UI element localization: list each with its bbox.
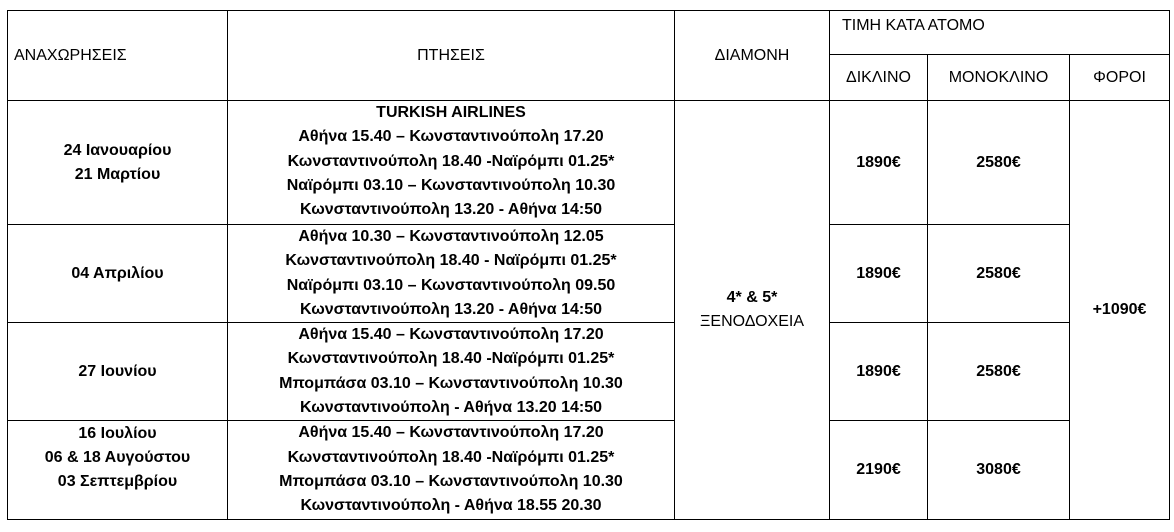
departure-date: 16 Ιουλίου (78, 425, 157, 443)
header-accommodation: ΔΙΑΜΟΝΗ (675, 11, 830, 101)
hotel-type: ΞΕΝΟΔΟΧΕΙΑ (700, 313, 804, 331)
departure-date: 06 & 18 Αυγούστου (44, 449, 191, 467)
departure-dates (8, 101, 228, 225)
flight-schedule (228, 421, 675, 520)
header-double: ΔΙΚΛΙΝΟ (830, 55, 928, 101)
flight-line: Αθήνα 15.40 – Κωνσταντινούπολη 17.20 (298, 128, 604, 146)
header-flights: ΠΤΗΣΕΙΣ (228, 11, 675, 101)
flight-schedule (228, 101, 675, 225)
tour-price-table (7, 10, 1170, 520)
hotel-stars: 4* & 5* (726, 289, 778, 307)
flight-line: Αθήνα 15.40 – Κωνσταντινούπολη 17.20 (298, 424, 604, 442)
flight-line: Κωνσταντινούπολη 18.40 -Ναϊρόμπι 01.25* (287, 350, 615, 368)
flight-line: Μπομπάσα 03.10 – Κωνσταντινούπολη 10.30 (279, 374, 623, 392)
departure-date: 04 Απριλίου (71, 264, 164, 282)
double-price: 1890€ (830, 323, 928, 421)
departure-date: 24 Ιανουαρίου (63, 141, 172, 159)
single-price: 3080€ (928, 421, 1070, 520)
departure-dates (8, 225, 228, 323)
flight-line: Ναϊρόμπι 03.10 – Κωνσταντινούπολη 09.50 (286, 276, 616, 294)
flight-schedule (228, 225, 675, 323)
flight-line: Κωνσταντινούπολη - Αθήνα 13.20 14:50 (300, 399, 602, 417)
flight-line: Κωνσταντινούπολη 18.40 -Ναϊρόμπι 01.25* (287, 448, 615, 466)
double-price: 2190€ (830, 421, 928, 520)
flight-line: Κωνσταντινούπολη 18.40 - Ναϊρόμπι 01.25* (285, 252, 617, 270)
double-price: 1890€ (830, 101, 928, 225)
header-price-per-person: ΤΙΜΗ ΚΑΤΑ ΑΤΟΜΟ (830, 11, 1170, 55)
double-price: 1890€ (830, 225, 928, 323)
accommodation-cell (675, 101, 830, 520)
departure-date: 27 Ιουνίου (78, 362, 157, 380)
flight-schedule (228, 323, 675, 421)
flight-line: Ναϊρόμπι 03.10 – Κωνσταντινούπολη 10.30 (286, 176, 616, 194)
flight-line: Κωνσταντινούπολη 13.20 - Αθήνα 14:50 (300, 300, 602, 318)
flight-line: Μπομπάσα 03.10 – Κωνσταντινούπολη 10.30 (279, 472, 623, 490)
airline-name: TURKISH AIRLINES (376, 104, 526, 121)
flight-line: Αθήνα 10.30 – Κωνσταντινούπολη 12.05 (298, 228, 604, 245)
flight-line: Κωνσταντινούπολη 13.20 - Αθήνα 14:50 (300, 201, 602, 219)
flight-line: Αθήνα 15.40 – Κωνσταντινούπολη 17.20 (298, 326, 604, 344)
departure-dates (8, 421, 228, 520)
flight-line: Κωνσταντινούπολη 18.40 -Ναϊρόμπι 01.25* (287, 152, 615, 170)
departure-date: 03 Σεπτεμβρίου (57, 473, 178, 491)
departure-date: 21 Μαρτίου (74, 165, 161, 183)
header-departures: ΑΝΑΧΩΡΗΣΕΙΣ (8, 11, 228, 101)
single-price: 2580€ (928, 101, 1070, 225)
departure-dates (8, 323, 228, 421)
header-taxes: ΦΟΡΟΙ (1070, 55, 1170, 101)
single-price: 2580€ (928, 323, 1070, 421)
taxes-value: +1090€ (1070, 101, 1170, 520)
flight-line: Κωνσταντινούπολη - Αθήνα 18.55 20.30 (300, 497, 602, 515)
single-price: 2580€ (928, 225, 1070, 323)
header-single: ΜΟΝΟΚΛΙΝΟ (928, 55, 1070, 101)
